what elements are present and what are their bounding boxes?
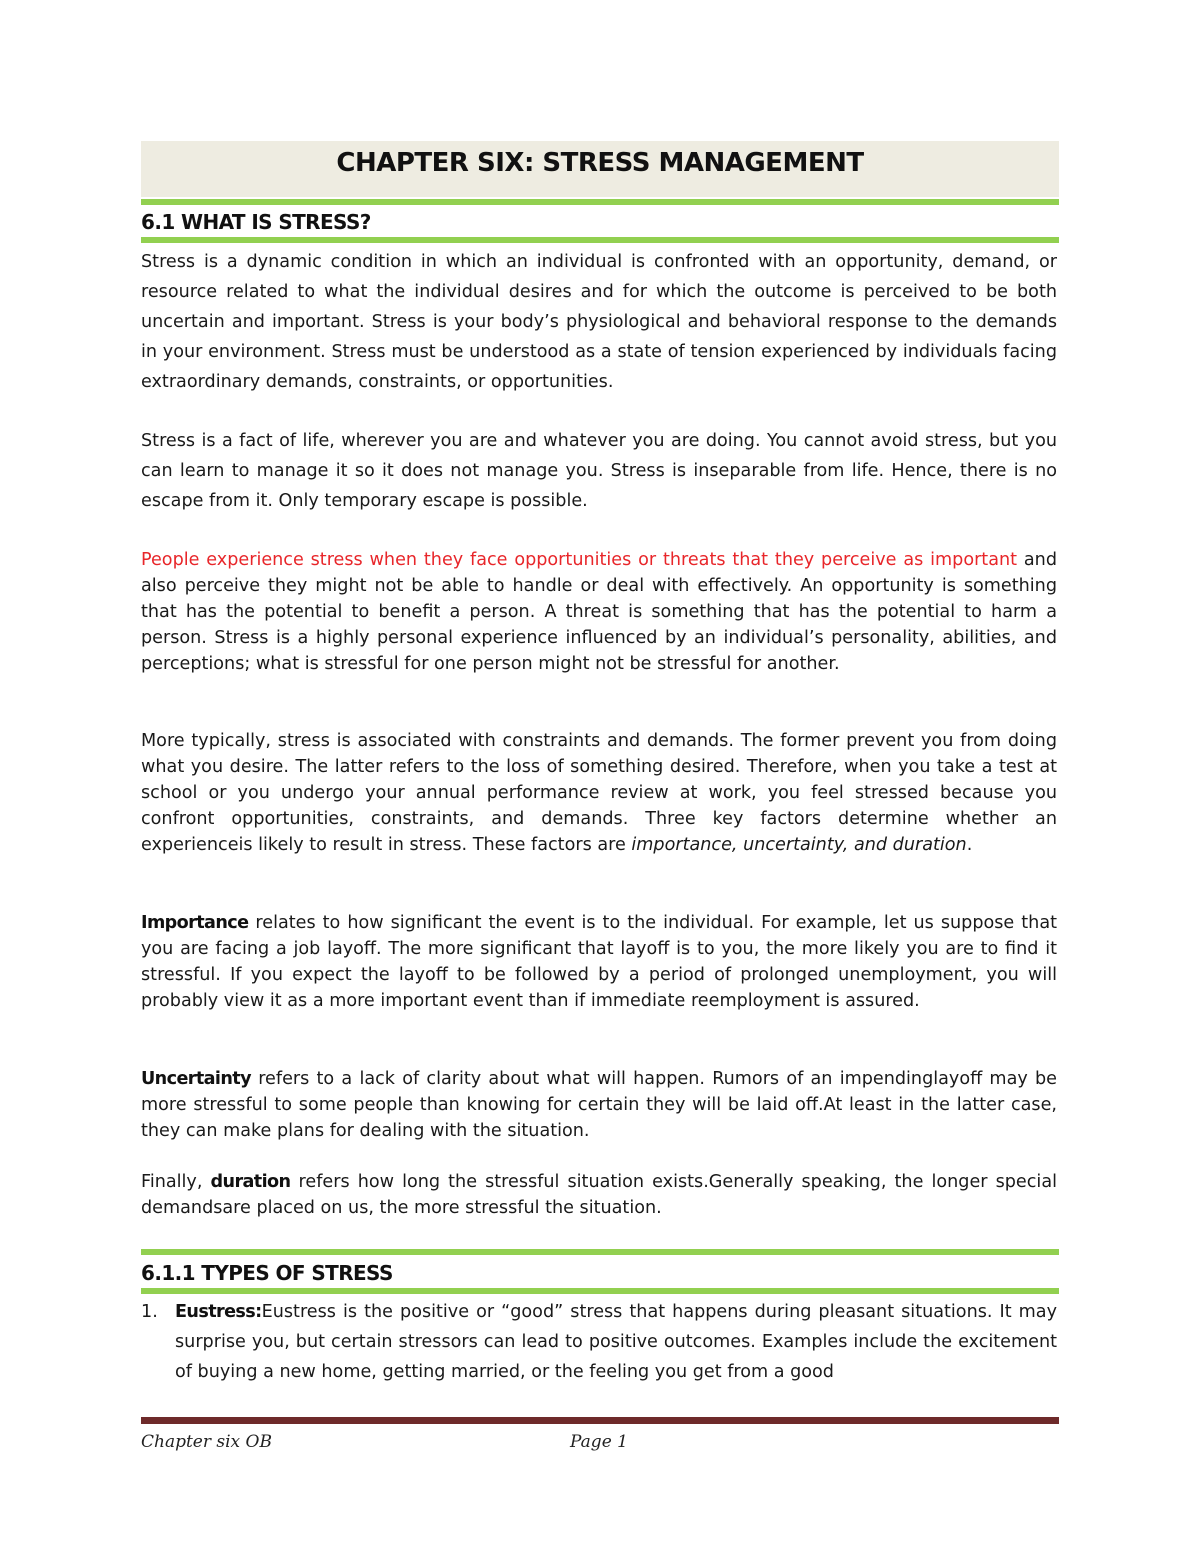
italic-factors: importance, uncertainty, and duration (631, 835, 967, 855)
paragraph-opportunities-threats (141, 547, 1057, 677)
term-uncertainty: Uncertainty (141, 1069, 251, 1089)
title-bottom-rule (141, 199, 1059, 205)
paragraph-text: and also perceive they might not be able to handle or deal with effectively. An opportunity is something that has the potential to benefit a person. A threat is something that has the potential to harm a person. Stress is a highly personal experience influenced by an individual’s personality, abilities, and perceptions; what is stressful for one person might not be stressful for another. (141, 550, 1057, 674)
footer-page-number: Page 1 (570, 1432, 628, 1452)
subsection-bottom-rule (141, 1288, 1059, 1294)
chapter-title-band (141, 141, 1059, 197)
paragraph-constraints-demands: More typically, stress is associated with constraints and demands. The former prevent you from doing what you desire. The latter refers to the loss of something desired. Therefore, when you take a test at school or you undergo your annual performance review at work, you feel stressed because you confront opportunities, constraints, and demands. Three key factors determine whether an experienceis likely to result in stress. These factors are importance, uncertainty, and duration. (141, 731, 1057, 855)
paragraph-importance (141, 910, 1057, 1014)
paragraph-text: More typically, stress is associated with constraints and demands. The former prevent you from doing what you desire. The latter refers to the loss of something desired. Therefore, when you take a test at school or you undergo your annual performance review at work, you feel stressed because you confront opportunities, constraints, and demands. Three key factors determine whether an experienceis likely to result in stress. These factors are (141, 731, 1057, 855)
paragraph-uncertainty (141, 1066, 1057, 1144)
list-item-text: Eustress is the positive or “good” stress that happens during pleasant situations. It may surprise you, but certain stressors can lead to positive outcomes. Examples include the excitement of buying a new home, getting married, or the feeling you get from a good (175, 1302, 1057, 1382)
subsection-top-rule (141, 1249, 1059, 1255)
paragraph-duration: Finally, duration refers how long the stressful situation exists.Generally speaking, the longer special demandsare placed on us, the more stressful the situation. (141, 1172, 1057, 1218)
term-eustress: Eustress: (175, 1302, 262, 1322)
term-duration: duration (210, 1172, 291, 1192)
footer-chapter-label: Chapter six OB (141, 1432, 272, 1452)
chapter-title: CHAPTER SIX: STRESS MANAGEMENT (336, 148, 864, 178)
section-heading-rule (141, 237, 1059, 243)
highlighted-text: People experience stress when they face opportunities or threats that they perceive as important (141, 550, 1018, 570)
list-number: 1. (141, 1302, 158, 1322)
paragraph-fact-of-life: Stress is a fact of life, wherever you are and whatever you are doing. You cannot avoid stress, but you can learn to manage it so it does not manage you. Stress is inseparable from life. Hence, there is no escape from it. Only temporary escape is possible. (141, 431, 1057, 511)
term-importance: Importance (141, 913, 249, 933)
list-item (141, 1297, 1057, 1387)
paragraph-text: relates to how significant the event is to the individual. For example, let us suppose that you are facing a job layoff. The more significant that layoff is to you, the more likely you are to find it stressful. If you expect the layoff to be followed by a period of prolonged unemployment, you will probably view it as a more important event than if immediate reemployment is assured. (141, 913, 1057, 1011)
section-heading: 6.1 WHAT IS STRESS? (141, 210, 371, 234)
paragraph-text: refers to a lack of clarity about what will happen. Rumors of an impendinglayoff may be more stressful to some people than knowing for certain they will be laid off.At least in the latter case, they can make plans for dealing with the situation. (141, 1069, 1057, 1141)
paragraph-definition: Stress is a dynamic condition in which an individual is confronted with an opportunity, demand, or resource related to what the individual desires and for which the outcome is perceived to be both uncertain and important. Stress is your body’s physiological and behavioral response to the demands in your environment. Stress must be understood as a state of tension experienced by individuals facing extraordinary demands, constraints, or opportunities. (141, 252, 1057, 392)
subsection-heading: 6.1.1 TYPES OF STRESS (141, 1261, 393, 1285)
paragraph-text: refers how long the stressful situation exists.Generally speaking, the longer special demandsare placed on us, the more stressful the situation. (141, 1172, 1057, 1218)
footer-rule (141, 1417, 1059, 1424)
list-item-body (175, 1297, 1057, 1387)
